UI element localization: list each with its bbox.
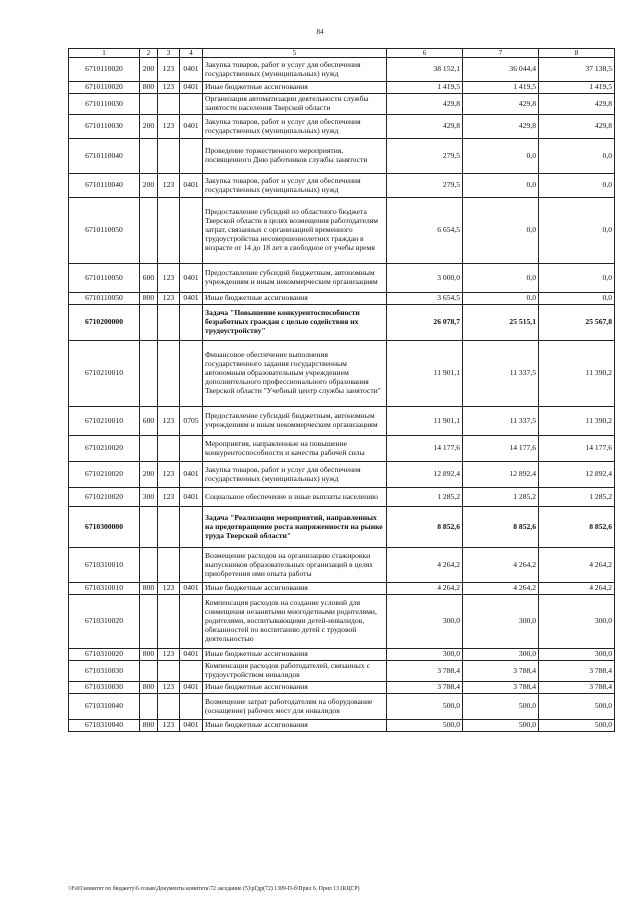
row-value-1-cell: 12 892,4 [387,462,463,488]
row-value-1-cell: 279,5 [387,174,463,198]
header-cell: 5 [203,49,387,58]
row-code2-cell [140,94,158,115]
row-value-2-cell: 1 285,2 [463,488,539,507]
row-value-2-cell: 3 788,4 [463,682,539,694]
row-code-cell: 6710310040 [69,694,140,720]
row-value-3-cell: 0,0 [539,139,615,174]
row-value-3-cell: 300,0 [539,649,615,661]
row-value-3-cell: 4 264,2 [539,583,615,595]
row-value-2-cell: 8 852,6 [463,507,539,548]
row-code3-cell [158,694,180,720]
row-value-2-cell: 14 177,6 [463,436,539,462]
table-row [69,82,615,94]
row-value-1-cell: 8 852,6 [387,507,463,548]
row-code2-cell: 200 [140,174,158,198]
row-code3-cell: 123 [158,682,180,694]
row-value-2-cell: 11 337,5 [463,341,539,407]
budget-table [68,48,615,732]
table-row [69,305,615,341]
row-description-cell: Проведение торжественного мероприятия, посвященного Дню работников службы занятости [203,139,387,174]
row-code2-cell: 600 [140,407,158,436]
row-code2-cell: 200 [140,58,158,82]
row-code3-cell [158,507,180,548]
row-code-cell: 6710110040 [69,174,140,198]
row-code3-cell: 123 [158,58,180,82]
row-code3-cell [158,661,180,682]
row-code3-cell [158,198,180,264]
row-code4-cell [180,305,203,341]
row-description-cell: Мероприятия, направленные на повышение конкурентоспособности и качества рабочей силы [203,436,387,462]
table-row [69,682,615,694]
row-value-1-cell: 11 901,1 [387,407,463,436]
row-code2-cell: 800 [140,293,158,305]
row-code2-cell: 600 [140,264,158,293]
row-description-cell: Иные бюджетные ассигнования [203,720,387,732]
row-code4-cell: 0401 [180,82,203,94]
row-description-cell: Иные бюджетные ассигнования [203,293,387,305]
row-description-cell: Задача "Реализация мероприятий, направленных на предотвращение роста напряженности на рынке труда Тверской области" [203,507,387,548]
table-row [69,58,615,82]
row-description-cell: Иные бюджетные ассигнования [203,82,387,94]
row-code3-cell [158,94,180,115]
row-code2-cell [140,198,158,264]
row-code2-cell [140,436,158,462]
row-value-1-cell: 38 152,1 [387,58,463,82]
row-description-cell: Предоставление субсидий из областного бюджета Тверской области в целях возмещения работодателям затрат, связанных с организацией временного трудоустройства несовершеннолетних граждан в возрасте от 14 до 18 лет в свободное от учебы время [203,198,387,264]
row-code3-cell [158,139,180,174]
row-value-1-cell: 3 000,0 [387,264,463,293]
row-description-cell: Иные бюджетные ассигнования [203,583,387,595]
table-row [69,341,615,407]
row-code3-cell: 123 [158,649,180,661]
row-value-2-cell: 4 264,2 [463,583,539,595]
table-row [69,139,615,174]
row-description-cell: Организация автоматизации деятельности службы занятости населения Тверской области [203,94,387,115]
row-code3-cell: 123 [158,115,180,139]
row-code2-cell [140,507,158,548]
row-code2-cell [140,694,158,720]
row-description-cell: Закупка товаров, работ и услуг для обеспечения государственных (муниципальных) нужд [203,58,387,82]
row-value-1-cell: 279,5 [387,139,463,174]
row-value-3-cell: 0,0 [539,264,615,293]
row-description-cell: Финансовое обеспечение выполнения государственного задания государственным автономным образовательным учреждением дополнительного профессионального образования Тверской области "Учебный центр службы занятости" [203,341,387,407]
row-value-1-cell: 500,0 [387,720,463,732]
row-value-3-cell: 1 419,5 [539,82,615,94]
row-code-cell: 6710110030 [69,94,140,115]
row-code2-cell: 800 [140,82,158,94]
row-description-cell: Компенсация расходов на создание условий для совмещения незанятыми многодетными родителями, родителями, воспитывающими детей-инвалидов, обязанностей по воспитанию детей с трудовой деятельностью [203,595,387,649]
row-value-3-cell: 8 852,6 [539,507,615,548]
row-value-1-cell: 3 788,4 [387,661,463,682]
row-code-cell: 6710210020 [69,462,140,488]
row-code2-cell [140,305,158,341]
table-row [69,115,615,139]
row-code-cell: 6710110050 [69,264,140,293]
row-code-cell: 6710310030 [69,682,140,694]
header-cell: 4 [180,49,203,58]
row-value-1-cell: 14 177,6 [387,436,463,462]
row-value-3-cell: 11 390,2 [539,341,615,407]
row-code3-cell: 123 [158,583,180,595]
row-code2-cell [140,595,158,649]
row-description-cell: Компенсация расходов работодателей, связанных с трудоустройством инвалидов [203,661,387,682]
row-code-cell: 6710210020 [69,436,140,462]
row-code4-cell: 0401 [180,649,203,661]
row-description-cell: Задача "Повышение конкурентоспособности безработных граждан с целью содействия их трудоустройству" [203,305,387,341]
row-code-cell: 6710300000 [69,507,140,548]
row-value-2-cell: 0,0 [463,293,539,305]
table-row [69,595,615,649]
row-code3-cell [158,436,180,462]
row-code3-cell: 123 [158,82,180,94]
row-code3-cell [158,548,180,583]
row-code4-cell [180,661,203,682]
header-cell: 3 [158,49,180,58]
row-code2-cell: 800 [140,720,158,732]
row-code4-cell: 0401 [180,174,203,198]
row-code3-cell: 123 [158,174,180,198]
row-value-3-cell: 3 788,4 [539,661,615,682]
row-description-cell: Иные бюджетные ассигнования [203,649,387,661]
row-value-3-cell: 14 177,6 [539,436,615,462]
row-value-1-cell: 11 901,1 [387,341,463,407]
row-code3-cell: 123 [158,293,180,305]
row-code2-cell: 800 [140,649,158,661]
row-code4-cell [180,94,203,115]
table-row [69,507,615,548]
table-row [69,694,615,720]
row-code2-cell: 300 [140,488,158,507]
row-code4-cell: 0401 [180,115,203,139]
row-description-cell: Социальное обеспечение и иные выплаты населению [203,488,387,507]
table-row [69,488,615,507]
header-row [69,49,615,58]
row-value-3-cell: 4 264,2 [539,548,615,583]
table-row [69,436,615,462]
row-value-1-cell: 300,0 [387,595,463,649]
row-value-1-cell: 1 419,5 [387,82,463,94]
row-value-2-cell: 4 264,2 [463,548,539,583]
header-cell: 6 [387,49,463,58]
row-description-cell: Предоставление субсидий бюджетным, автономным учреждениям и иным некоммерческим организациям [203,264,387,293]
row-code2-cell [140,139,158,174]
row-value-2-cell: 11 337,5 [463,407,539,436]
row-value-1-cell: 6 654,5 [387,198,463,264]
row-code4-cell [180,436,203,462]
row-code-cell: 6710110040 [69,139,140,174]
table-row [69,462,615,488]
row-value-2-cell: 300,0 [463,595,539,649]
row-code-cell: 6710210010 [69,341,140,407]
row-code3-cell: 123 [158,488,180,507]
row-code-cell: 6710110030 [69,115,140,139]
header-cell: 7 [463,49,539,58]
table-row [69,583,615,595]
row-code4-cell: 0401 [180,682,203,694]
row-code2-cell [140,341,158,407]
row-value-3-cell: 429,8 [539,115,615,139]
row-code-cell: 6710210020 [69,488,140,507]
row-code3-cell [158,305,180,341]
row-code4-cell: 0401 [180,264,203,293]
row-value-2-cell: 25 515,1 [463,305,539,341]
row-code2-cell: 200 [140,462,158,488]
row-value-1-cell: 429,8 [387,115,463,139]
row-code-cell: 6710200000 [69,305,140,341]
row-code2-cell: 800 [140,583,158,595]
row-code4-cell: 0401 [180,488,203,507]
row-value-3-cell: 500,0 [539,694,615,720]
row-code4-cell [180,341,203,407]
row-code2-cell [140,548,158,583]
row-code2-cell: 200 [140,115,158,139]
row-value-1-cell: 3 788,4 [387,682,463,694]
row-code4-cell [180,548,203,583]
row-code4-cell: 0705 [180,407,203,436]
table-row [69,649,615,661]
row-code4-cell [180,139,203,174]
row-value-2-cell: 0,0 [463,139,539,174]
row-value-2-cell: 429,8 [463,94,539,115]
row-value-3-cell: 0,0 [539,293,615,305]
row-code-cell: 6710110020 [69,82,140,94]
row-description-cell: Закупка товаров, работ и услуг для обеспечения государственных (муниципальных) нужд [203,462,387,488]
row-code3-cell [158,341,180,407]
row-value-3-cell: 12 892,4 [539,462,615,488]
row-value-1-cell: 500,0 [387,694,463,720]
row-value-1-cell: 3 654,5 [387,293,463,305]
table-row [69,198,615,264]
table-body [69,58,615,732]
row-description-cell: Возмещение расходов на организацию стажировки выпускников образовательных организаций в целях приобретения ими опыта работы [203,548,387,583]
header-cell: 8 [539,49,615,58]
row-value-3-cell: 500,0 [539,720,615,732]
header-cell: 2 [140,49,158,58]
row-description-cell: Закупка товаров, работ и услуг для обеспечения государственных (муниципальных) нужд [203,115,387,139]
row-description-cell: Возмещение затрат работодателям на оборудование (оснащение) рабочих мест для инвалидов [203,694,387,720]
header-cell: 1 [69,49,140,58]
table-row [69,548,615,583]
row-value-1-cell: 4 264,2 [387,583,463,595]
table-row [69,720,615,732]
row-value-3-cell: 1 285,2 [539,488,615,507]
row-value-2-cell: 500,0 [463,694,539,720]
table-row [69,174,615,198]
row-code-cell: 6710310040 [69,720,140,732]
table-row [69,293,615,305]
row-value-1-cell: 429,8 [387,94,463,115]
row-code-cell: 6710210010 [69,407,140,436]
row-value-2-cell: 36 044,4 [463,58,539,82]
row-value-1-cell: 1 285,2 [387,488,463,507]
row-code3-cell: 123 [158,720,180,732]
row-value-1-cell: 300,0 [387,649,463,661]
row-value-3-cell: 37 138,5 [539,58,615,82]
row-value-3-cell: 0,0 [539,198,615,264]
row-code3-cell [158,595,180,649]
row-value-2-cell: 300,0 [463,649,539,661]
row-value-2-cell: 429,8 [463,115,539,139]
row-value-1-cell: 4 264,2 [387,548,463,583]
row-code4-cell [180,694,203,720]
table-row [69,661,615,682]
row-value-3-cell: 11 390,2 [539,407,615,436]
row-code-cell: 6710110050 [69,293,140,305]
row-value-3-cell: 0,0 [539,174,615,198]
row-code2-cell: 800 [140,682,158,694]
table-row [69,94,615,115]
row-value-2-cell: 1 419,5 [463,82,539,94]
row-code4-cell [180,507,203,548]
row-value-1-cell: 26 078,7 [387,305,463,341]
page-number: 84 [316,28,324,36]
row-value-2-cell: 0,0 [463,198,539,264]
row-code-cell: 6710310010 [69,548,140,583]
row-description-cell: Закупка товаров, работ и услуг для обеспечения государственных (муниципальных) нужд [203,174,387,198]
row-code3-cell: 123 [158,264,180,293]
row-value-3-cell: 3 788,4 [539,682,615,694]
row-code4-cell: 0401 [180,720,203,732]
row-value-2-cell: 0,0 [463,174,539,198]
row-code3-cell: 123 [158,407,180,436]
row-value-2-cell: 500,0 [463,720,539,732]
file-path-footer: \\Fs01\комитет по бюджету\6 созыв\Документы комитета\72 заседание (5)\рГдр(72) 1309-П-б\Прил 6. Прил 13 (КЦСР) [68,886,360,892]
row-value-2-cell: 3 788,4 [463,661,539,682]
row-code4-cell: 0401 [180,58,203,82]
table-row [69,407,615,436]
row-code-cell: 6710310020 [69,649,140,661]
row-code4-cell: 0401 [180,293,203,305]
table-row [69,264,615,293]
row-value-2-cell: 0,0 [463,264,539,293]
row-code4-cell: 0401 [180,462,203,488]
row-description-cell: Предоставление субсидий бюджетным, автономным учреждениям и иным некоммерческим организациям [203,407,387,436]
row-code-cell: 6710110050 [69,198,140,264]
row-code4-cell [180,198,203,264]
row-code-cell: 6710310030 [69,661,140,682]
row-code4-cell: 0401 [180,583,203,595]
row-code4-cell [180,595,203,649]
row-code-cell: 6710310010 [69,583,140,595]
row-value-2-cell: 12 892,4 [463,462,539,488]
row-code-cell: 6710110020 [69,58,140,82]
row-value-3-cell: 429,8 [539,94,615,115]
row-code2-cell [140,661,158,682]
row-value-3-cell: 300,0 [539,595,615,649]
row-code3-cell: 123 [158,462,180,488]
row-code-cell: 6710310020 [69,595,140,649]
row-value-3-cell: 25 567,8 [539,305,615,341]
row-description-cell: Иные бюджетные ассигнования [203,682,387,694]
